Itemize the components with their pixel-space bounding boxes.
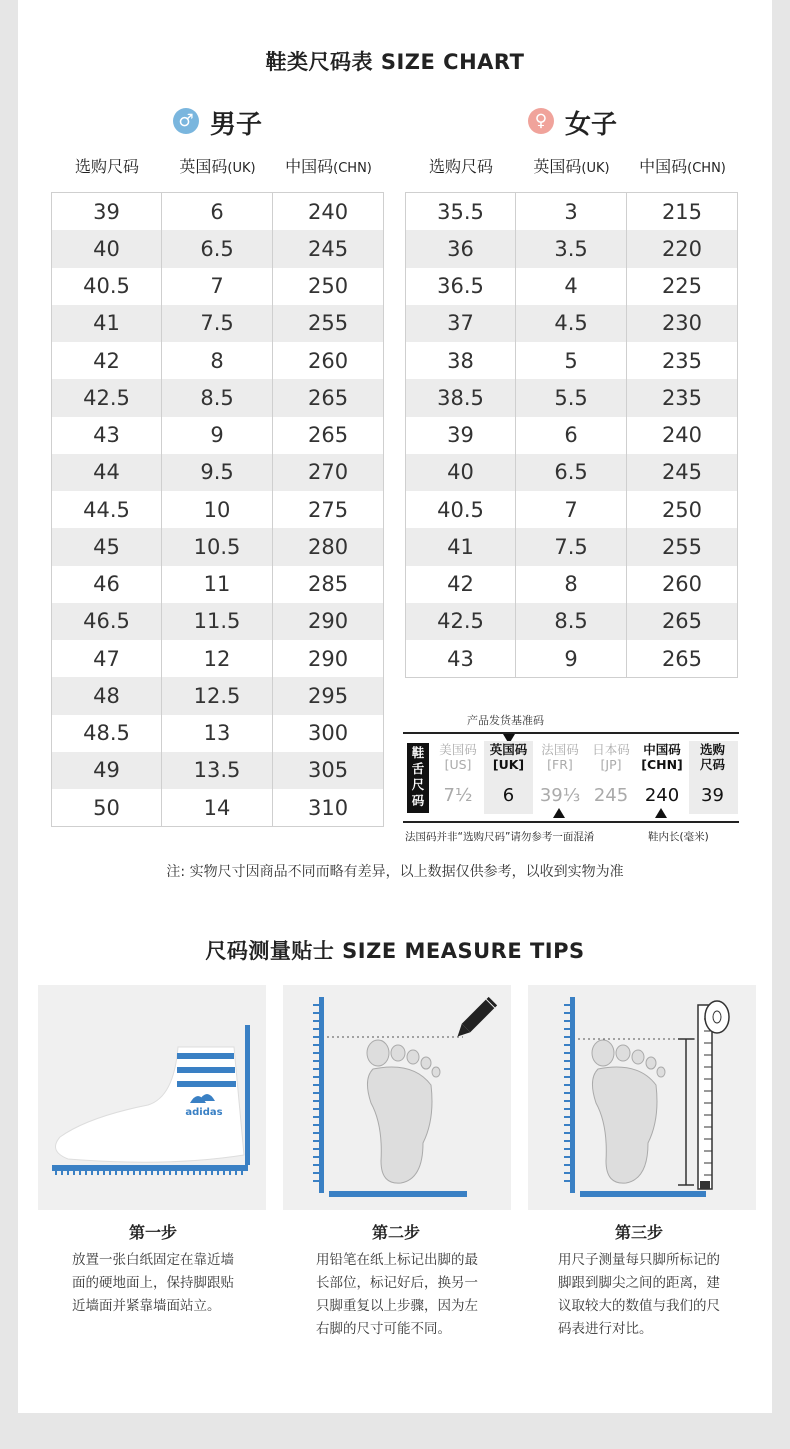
table-row bbox=[52, 640, 384, 677]
table-row bbox=[52, 417, 384, 454]
women-col2-header bbox=[516, 154, 627, 177]
purchase-size-cell: 44 bbox=[52, 454, 162, 491]
purchase-size-cell: 50 bbox=[93, 795, 120, 820]
men-col3-header bbox=[273, 154, 384, 177]
table-row bbox=[52, 305, 384, 342]
purchase-size-cell: 46 bbox=[93, 572, 120, 597]
chn-size-cell: 240 bbox=[626, 417, 737, 454]
uk-size-cell: 11.5 bbox=[162, 603, 273, 640]
col2-label: 英国码 bbox=[179, 157, 228, 176]
purchase-size-cell: 36.5 bbox=[437, 274, 484, 299]
legend-bottom-line bbox=[403, 821, 739, 823]
table-row bbox=[52, 491, 384, 528]
uk-size-cell: 9 bbox=[516, 640, 627, 678]
male-icon: ♂ bbox=[173, 108, 199, 134]
disclaimer-note: 注: 实物尺寸因商品不同而略有差异，以上数据仅供参考，以收到实物为准 bbox=[166, 864, 624, 880]
legend-col-value: 39⅓ bbox=[539, 785, 581, 806]
legend-col-header bbox=[486, 742, 531, 772]
uk-size-cell: 12.5 bbox=[162, 677, 273, 714]
legend-note-left: 法国码并非“选购尺码”请勿参考一面混淆 bbox=[405, 831, 595, 843]
step2-illustration bbox=[283, 985, 511, 1210]
legend-col-value: 39 bbox=[701, 785, 724, 806]
uk-size-cell: 9 bbox=[162, 417, 273, 454]
chn-size-cell: 230 bbox=[626, 305, 737, 342]
purchase-size-cell: 36 bbox=[406, 230, 516, 267]
chn-size-cell: 245 bbox=[273, 230, 384, 267]
purchase-size-cell: 40 bbox=[406, 454, 516, 491]
tongue-text: 鞋舌尺码 bbox=[411, 745, 425, 808]
size-chart-title: 鞋类尺码表 SIZE CHART bbox=[265, 50, 525, 74]
step1-title: 第一步 bbox=[128, 1223, 177, 1242]
chn-size-cell: 260 bbox=[626, 566, 737, 603]
step3-title: 第三步 bbox=[614, 1223, 663, 1242]
chn-size-cell: 270 bbox=[273, 454, 384, 491]
uk-size-cell: 4.5 bbox=[516, 305, 627, 342]
table-row bbox=[52, 454, 384, 491]
legend-col-code: [UK] bbox=[492, 757, 525, 772]
legend-marker-chn bbox=[655, 808, 667, 818]
table-row bbox=[406, 305, 738, 342]
purchase-size-cell: 42 bbox=[447, 572, 474, 597]
chn-size-cell: 265 bbox=[273, 417, 384, 454]
chn-size-cell: 305 bbox=[273, 752, 384, 789]
purchase-size-cell: 42.5 bbox=[52, 379, 162, 416]
legend-top-label: 产品发货基准码 bbox=[467, 714, 544, 727]
purchase-size-cell: 40 bbox=[52, 230, 162, 267]
uk-size-cell: 8.5 bbox=[162, 379, 273, 416]
legend-col-name: 英国码 bbox=[489, 742, 528, 757]
col3-label: 中国码 bbox=[285, 157, 334, 176]
purchase-size-cell: 43 bbox=[93, 423, 120, 448]
chn-size-cell: 265 bbox=[273, 379, 384, 416]
tips-title: 尺码测量贴士 SIZE MEASURE TIPS bbox=[205, 939, 585, 963]
legend-col-code: [JP] bbox=[600, 757, 622, 772]
uk-size-cell: 13.5 bbox=[162, 752, 273, 789]
table-row bbox=[406, 342, 738, 379]
table-row bbox=[406, 454, 738, 491]
table-row bbox=[52, 230, 384, 267]
step3-text: 用尺子测量每只脚所标记的脚跟到脚尖之间的距离，建议取较大的数值与我们的尺码表进行对比。 bbox=[558, 1252, 720, 1337]
col2-unit: (UK) bbox=[581, 161, 610, 176]
legend-col-name: 选购 bbox=[699, 742, 725, 757]
uk-size-cell: 6 bbox=[516, 417, 627, 454]
chn-size-cell: 250 bbox=[273, 268, 384, 305]
sock-brand: adidas bbox=[185, 1107, 223, 1118]
col3-unit: (CHN) bbox=[687, 161, 726, 176]
legend-col-header bbox=[586, 742, 636, 772]
women-col1-header bbox=[406, 154, 516, 177]
men-col1-header bbox=[52, 154, 162, 177]
chn-size-cell: 275 bbox=[273, 491, 384, 528]
chn-size-cell: 280 bbox=[273, 528, 384, 565]
women-col3-header bbox=[627, 154, 738, 177]
chn-size-cell: 245 bbox=[626, 454, 737, 491]
col3-label: 中国码 bbox=[639, 157, 688, 176]
purchase-size-cell: 44.5 bbox=[83, 497, 130, 522]
table-row bbox=[52, 528, 384, 565]
chn-size-cell: 285 bbox=[273, 566, 384, 603]
table-row bbox=[406, 603, 738, 640]
legend-marker-fr bbox=[553, 808, 565, 818]
purchase-size-cell: 48 bbox=[52, 677, 162, 714]
chn-size-cell: 265 bbox=[626, 603, 737, 640]
table-row bbox=[52, 677, 384, 714]
uk-size-cell: 7.5 bbox=[516, 528, 627, 565]
purchase-size-cell: 46.5 bbox=[52, 603, 162, 640]
legend-col-header bbox=[433, 742, 483, 772]
chn-size-cell: 255 bbox=[273, 305, 384, 342]
purchase-size-cell: 42.5 bbox=[406, 603, 516, 640]
col2-label: 英国码 bbox=[533, 157, 582, 176]
step1-text: 放置一张白纸固定在靠近墙面的硬地面上，保持脚跟贴近墙面并紧靠墙面站立。 bbox=[72, 1252, 234, 1314]
col1-label: 选购尺码 bbox=[428, 157, 493, 176]
uk-size-cell: 12 bbox=[162, 640, 273, 677]
uk-size-cell: 6.5 bbox=[516, 454, 627, 491]
legend-col-header bbox=[690, 742, 735, 772]
legend-col-name: 日本码 bbox=[592, 742, 630, 757]
table-row bbox=[52, 193, 384, 231]
purchase-size-cell: 42 bbox=[93, 348, 120, 373]
uk-size-cell: 10 bbox=[162, 491, 273, 528]
chn-size-cell: 225 bbox=[626, 268, 737, 305]
table-row bbox=[52, 715, 384, 752]
chn-size-cell: 235 bbox=[626, 379, 737, 416]
purchase-size-cell: 47 bbox=[93, 646, 120, 671]
uk-size-cell: 7 bbox=[162, 268, 273, 305]
purchase-size-cell: 43 bbox=[447, 646, 474, 671]
chn-size-cell: 290 bbox=[273, 640, 384, 677]
legend-col-name: 美国码 bbox=[439, 742, 477, 757]
chn-size-cell: 250 bbox=[626, 491, 737, 528]
uk-size-cell: 6.5 bbox=[162, 230, 273, 267]
legend-col-header bbox=[535, 742, 585, 772]
uk-size-cell: 4 bbox=[516, 268, 627, 305]
uk-size-cell: 14 bbox=[162, 789, 273, 827]
men-size-table bbox=[51, 192, 384, 827]
sock-foot-illustration bbox=[38, 985, 266, 1210]
legend-col-code: [FR] bbox=[547, 757, 573, 772]
chn-size-cell: 295 bbox=[273, 677, 384, 714]
women-size-table bbox=[405, 192, 738, 678]
table-row bbox=[406, 230, 738, 267]
table-row bbox=[406, 566, 738, 603]
legend-col-value: 6 bbox=[502, 785, 515, 806]
legend-col-name: 法国码 bbox=[541, 742, 579, 757]
chn-size-cell: 215 bbox=[626, 193, 737, 231]
tongue-label bbox=[407, 743, 429, 813]
purchase-size-cell: 39 bbox=[93, 199, 120, 224]
uk-size-cell: 5.5 bbox=[516, 379, 627, 416]
uk-size-cell: 7.5 bbox=[162, 305, 273, 342]
table-row bbox=[52, 752, 384, 789]
men-col2-header bbox=[162, 154, 273, 177]
uk-size-cell: 11 bbox=[162, 566, 273, 603]
table-row bbox=[406, 491, 738, 528]
table-row bbox=[406, 379, 738, 416]
uk-size-cell: 8 bbox=[162, 342, 273, 379]
chn-size-cell: 260 bbox=[273, 342, 384, 379]
uk-size-cell: 8 bbox=[516, 566, 627, 603]
purchase-size-cell: 41 bbox=[52, 305, 162, 342]
table-row bbox=[52, 603, 384, 640]
foot-measuring-illustration bbox=[528, 985, 756, 1210]
chn-size-cell: 310 bbox=[273, 789, 384, 827]
uk-size-cell: 5 bbox=[516, 342, 627, 379]
legend-top-line bbox=[403, 732, 739, 734]
legend-col-header bbox=[637, 742, 687, 772]
purchase-size-cell: 48.5 bbox=[83, 721, 130, 746]
purchase-size-cell: 37 bbox=[406, 305, 516, 342]
table-row bbox=[406, 528, 738, 565]
step3-illustration bbox=[528, 985, 756, 1210]
uk-size-cell: 6 bbox=[162, 193, 273, 231]
col3-unit: (CHN) bbox=[333, 161, 372, 176]
legend-note-right: 鞋内长(毫米) bbox=[648, 831, 709, 843]
uk-size-cell: 13 bbox=[162, 715, 273, 752]
col2-unit: (UK) bbox=[227, 161, 256, 176]
legend-col-value: 7½ bbox=[443, 785, 473, 806]
legend-col-value: 240 bbox=[644, 785, 680, 806]
purchase-size-cell: 38.5 bbox=[406, 379, 516, 416]
chn-size-cell: 235 bbox=[626, 342, 737, 379]
uk-size-cell: 3 bbox=[516, 193, 627, 231]
chn-size-cell: 290 bbox=[273, 603, 384, 640]
purchase-size-cell: 40.5 bbox=[437, 497, 484, 522]
table-row bbox=[406, 417, 738, 454]
table-row bbox=[406, 640, 738, 678]
table-row bbox=[406, 193, 738, 231]
chn-size-cell: 255 bbox=[626, 528, 737, 565]
purchase-size-cell: 45 bbox=[52, 528, 162, 565]
foot-marking-illustration bbox=[283, 985, 511, 1210]
female-icon: ♀ bbox=[528, 108, 554, 134]
purchase-size-cell: 38 bbox=[447, 348, 474, 373]
purchase-size-cell: 35.5 bbox=[437, 199, 484, 224]
table-row bbox=[52, 789, 384, 827]
legend-col-value: 245 bbox=[593, 785, 629, 806]
uk-size-cell: 7 bbox=[516, 491, 627, 528]
men-title: 男子 bbox=[210, 110, 263, 140]
uk-size-cell: 10.5 bbox=[162, 528, 273, 565]
purchase-size-cell: 41 bbox=[406, 528, 516, 565]
table-row bbox=[52, 268, 384, 305]
purchase-size-cell: 39 bbox=[447, 423, 474, 448]
chn-size-cell: 220 bbox=[626, 230, 737, 267]
step2-title: 第二步 bbox=[371, 1223, 420, 1242]
col1-label: 选购尺码 bbox=[74, 157, 139, 176]
table-row bbox=[52, 342, 384, 379]
table-row bbox=[52, 566, 384, 603]
chn-size-cell: 240 bbox=[273, 193, 384, 231]
table-row bbox=[52, 379, 384, 416]
chn-size-cell: 300 bbox=[273, 715, 384, 752]
legend-col-code: 尺码 bbox=[699, 757, 725, 772]
chn-size-cell: 265 bbox=[626, 640, 737, 678]
step2-text: 用铅笔在纸上标记出脚的最长部位，标记好后，换另一只脚重复以上步骤，因为左右脚的尺寸可能不同。 bbox=[316, 1252, 478, 1337]
uk-size-cell: 9.5 bbox=[162, 454, 273, 491]
uk-size-cell: 3.5 bbox=[516, 230, 627, 267]
step1-illustration bbox=[38, 985, 266, 1210]
table-row bbox=[406, 268, 738, 305]
legend-col-name: 中国码 bbox=[643, 742, 681, 757]
women-title: 女子 bbox=[565, 110, 618, 140]
purchase-size-cell: 49 bbox=[52, 752, 162, 789]
legend-col-code: [CHN] bbox=[641, 757, 683, 772]
legend-col-code: [US] bbox=[444, 757, 472, 772]
purchase-size-cell: 40.5 bbox=[83, 274, 130, 299]
uk-size-cell: 8.5 bbox=[516, 603, 627, 640]
